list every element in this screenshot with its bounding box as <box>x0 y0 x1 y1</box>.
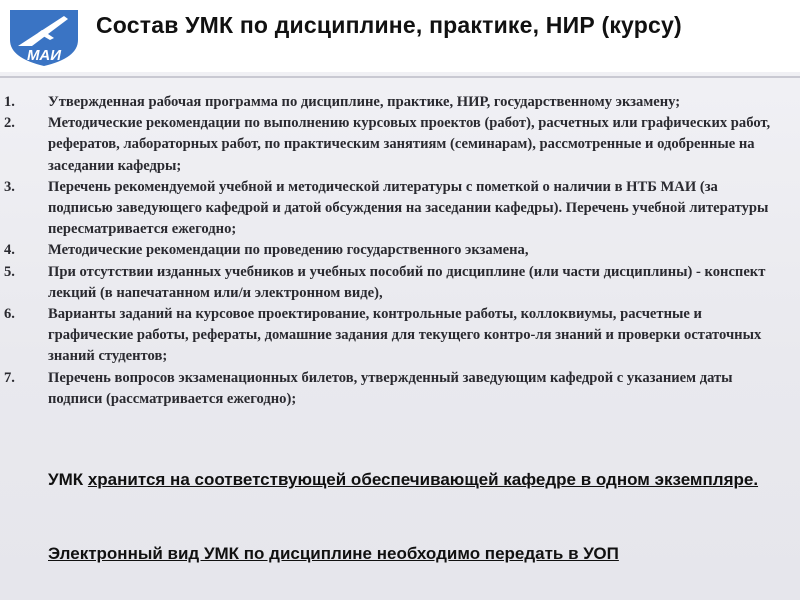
logo-text: МАИ <box>26 47 62 64</box>
item-number: 4. <box>4 242 15 259</box>
storage-note-underlined: хранится на соответствующей обеспечивающей кафедре в одном экземпляре. <box>87 470 759 489</box>
list-item <box>4 177 784 241</box>
umk-list <box>4 92 784 410</box>
list-item <box>4 262 784 304</box>
list-item <box>4 92 784 113</box>
divider <box>0 76 800 78</box>
item-text: Перечень рекомендуемой учебной и методической литературы с пометкой о наличии в НТБ МАИ (за подписью заведующего кафедрой и датой обсуждения на заседании кафедры). Перечень учебной литературы пересматривается ежегодно; <box>48 178 769 238</box>
item-text: Перечень вопросов экзаменационных билетов, утвержденный заведующим кафедрой с указанием даты подписи (рассматривается ежегодно); <box>48 369 733 407</box>
header <box>0 0 800 72</box>
item-number: 5. <box>4 263 15 280</box>
storage-note <box>48 466 778 493</box>
item-text: Методические рекомендации по проведению государственного экзамена, <box>48 242 529 259</box>
item-text: При отсутствии изданных учебников и учебных пособий по дисциплине (или части дисциплины) - конспект лекций (в напечатанном или/и электронном виде), <box>48 263 766 301</box>
list-item <box>4 368 784 410</box>
item-text: Варианты заданий на курсовое проектирование, контрольные работы, коллоквиумы, расчетные и графические работы, рефераты, домашние задания для текущего контро-ля знаний и проверки остаточных знаний студентов; <box>48 306 762 365</box>
list-item <box>4 304 784 368</box>
item-number: 3. <box>4 178 15 195</box>
electronic-note: Электронный вид УМК по дисциплине необходимо передать в УОП <box>48 544 619 563</box>
storage-note-lead: УМК <box>48 470 88 489</box>
item-number: 1. <box>4 94 15 110</box>
item-text: Утвержденная рабочая программа по дисциплине, практике, НИР, государственному экзамену; <box>48 94 681 110</box>
item-number: 2. <box>4 115 15 132</box>
list-item <box>4 113 784 177</box>
item-text: Методические рекомендации по выполнению курсовых проектов (работ), расчетных или графических работ, рефератов, лабораторных работ, по практическим занятиям (семинарам), рассмотренные и одобренные на заседании кафедры; <box>48 115 771 174</box>
mai-logo <box>4 6 86 68</box>
list-item <box>4 240 784 261</box>
item-number: 7. <box>4 369 15 386</box>
item-number: 6. <box>4 306 15 323</box>
page-title: Состав УМК по дисциплине, практике, НИР (курсу) <box>96 12 682 38</box>
